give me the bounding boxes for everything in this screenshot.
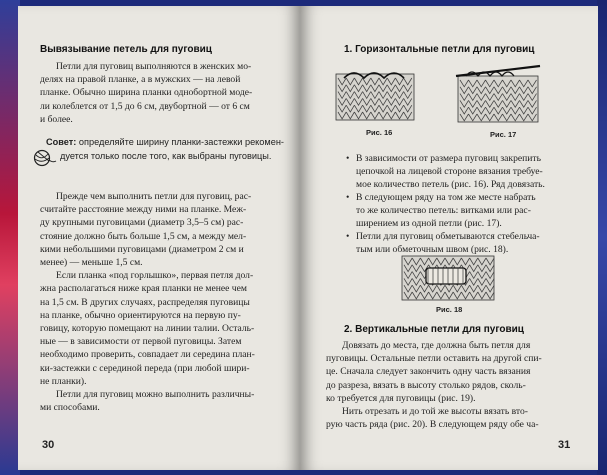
- text-line: Петли для пуговиц обметываются стебельча-: [356, 231, 540, 242]
- text-line: Прежде чем выполнить петли для пуговиц, рас-: [56, 191, 252, 202]
- text-line: и более.: [40, 113, 73, 125]
- text-line: до разреза, вязать в высоту столько рядов, сколь-: [326, 379, 526, 391]
- text-line: считайте расстояние между ними на планке. Меж-: [40, 204, 247, 216]
- left-page: [18, 6, 300, 470]
- tip-line: дуется только после того, как выбраны пуговицы.: [60, 150, 272, 161]
- tip-line: определяйте ширину планки-застежки рекомен-: [76, 137, 284, 147]
- text-line: пуговицы. Остальные петли оставить на другой спи-: [326, 353, 542, 365]
- text-line: то же количество петель: витками или рас-: [356, 205, 531, 217]
- knitting-figure-18: [400, 254, 496, 302]
- bullet-item: [346, 230, 540, 256]
- bullet-item: [346, 191, 536, 231]
- body-text: [326, 339, 588, 431]
- text-line: ду крупными пуговицами (диаметр 3,5–5 см) рас-: [40, 217, 244, 229]
- text-line: делях на правой планке, а в мужских — на левой: [40, 74, 241, 86]
- text-line: не планки).: [40, 375, 87, 387]
- tip-label: Совет:: [46, 137, 77, 147]
- text-line: тым или обметочным швом (рис. 18).: [356, 244, 509, 256]
- figure-caption: Рис. 16: [366, 128, 393, 137]
- knitting-figure-17: [454, 62, 546, 126]
- text-line: Если планка «под горлышко», первая петля дол-: [56, 270, 254, 282]
- text-line: Довязать до места, где должна быть петля для: [342, 340, 531, 351]
- figure-caption: Рис. 18: [436, 305, 463, 314]
- section-heading: 1. Горизонтальные петли для пуговиц: [344, 44, 535, 55]
- text-line: жна располагаться ниже края планки не менее чем: [40, 283, 247, 295]
- bullet-marker-icon: •: [346, 192, 350, 203]
- figure-caption: Рис. 17: [490, 130, 517, 139]
- text-line: ные — в зависимости от первой пуговицы. Затем: [40, 336, 242, 348]
- text-line: мое количество петель (рис. 16). Ряд довязать.: [356, 179, 545, 191]
- bullet-marker-icon: •: [346, 231, 350, 242]
- book-cover-right-edge: [597, 0, 607, 475]
- text-line: менее) — меньше 1,5 см.: [40, 257, 143, 269]
- knitting-figure-16: [334, 66, 416, 124]
- text-line: стояние должно быть больше 1,5 см, а между мел-: [40, 230, 247, 242]
- text-line: кими небольшими пуговицами (диаметром 2 см и: [40, 243, 244, 255]
- text-line: В следующем ряду на том же месте набрать: [356, 192, 536, 203]
- text-line: ко требуется для пуговицы (рис. 19).: [326, 392, 476, 404]
- text-line: на планке, обычно ориентируются на первую пу-: [40, 309, 241, 321]
- text-line: цепочкой на лицевой стороне вязания требуе-: [356, 166, 543, 178]
- text-line: планке. Обычно ширина планки однобортной моде-: [40, 87, 253, 99]
- text-line: необходимо проверить, совпадает ли середина план-: [40, 349, 255, 361]
- text-line: рую часть ряда (рис. 20). В следующем ряду обе ча-: [326, 419, 539, 431]
- text-line: В зависимости от размера пуговиц закрепить: [356, 153, 541, 164]
- text-line: Нить отрезать и до той же высоты вязать вто-: [342, 406, 528, 418]
- text-line: Петли для пуговиц выполняются в женских мо-: [56, 61, 252, 72]
- body-text: [40, 190, 292, 414]
- page-number: 31: [558, 439, 571, 451]
- text-line: ки-застежки с серединой переда (при любой шири-: [40, 362, 250, 374]
- text-line: ширением из одной петли (рис. 17).: [356, 218, 502, 230]
- text-line: ли колеблется от 1,5 до 6 см, двубортной — от 6 см: [40, 100, 250, 112]
- bullet-item: [346, 152, 545, 192]
- book-cover-left-edge: [0, 0, 20, 475]
- text-line: ми способами.: [40, 402, 100, 414]
- section-heading: 2. Вертикальные петли для пуговиц: [344, 324, 524, 335]
- text-line: говицу, которую помещают на линии талии. Осталь-: [40, 323, 255, 335]
- section-heading: Вывязывание петель для пуговиц: [40, 44, 212, 55]
- page-number: 30: [42, 439, 55, 451]
- text-line: Петли для пуговиц можно выполнить различны-: [56, 389, 255, 401]
- text-line: це. Сначала следует закончить одну часть вязания: [326, 366, 531, 378]
- right-page: [300, 6, 598, 470]
- intro-paragraph: [40, 60, 292, 126]
- bullet-marker-icon: •: [346, 153, 350, 164]
- text-line: на 1,5 см. В других случаях, распределяя пуговицы: [40, 296, 250, 308]
- tip-block: [46, 136, 284, 163]
